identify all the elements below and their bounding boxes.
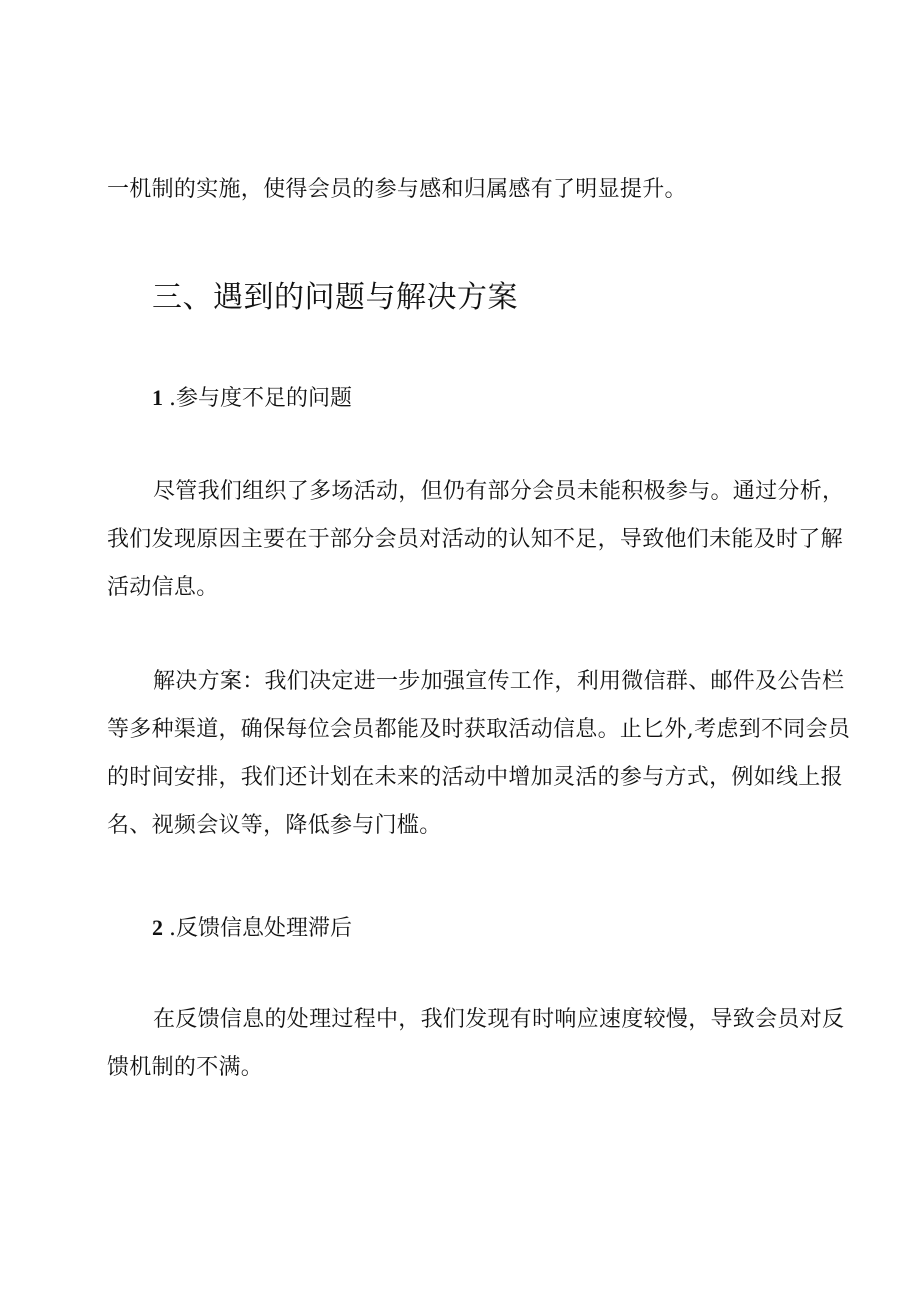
paragraph-line: 馈机制的不满。 bbox=[107, 1055, 264, 1080]
item2-problem-paragraph bbox=[107, 996, 845, 1092]
intro-paragraph bbox=[107, 166, 827, 214]
paragraph-line: 等多种渠道，确保每位会员都能及时获取活动信息。止匕外,考虑到不同会员 bbox=[107, 717, 851, 742]
item2-title: .反馈信息处理滞后 bbox=[169, 916, 352, 941]
paragraph-line: 名、视频会议等，降低参与门槛。 bbox=[107, 813, 442, 838]
item1-solution-paragraph bbox=[107, 658, 851, 850]
paragraph-line: 尽管我们组织了多场活动，但仍有部分会员未能积极参与。通过分析， bbox=[153, 479, 845, 504]
item1-number: 1 bbox=[152, 385, 163, 410]
paragraph-line: 我们发现原因主要在于部分会员对活动的认知不足，导致他们未能及时了解 bbox=[107, 527, 843, 552]
paragraph-line: 解决方案：我们决定进一步加强宣传工作，利用微信群、邮件及公告栏 bbox=[153, 669, 845, 694]
paragraph-line: 的时间安排，我们还计划在未来的活动中增加灵活的参与方式，例如线上报 bbox=[107, 765, 843, 790]
intro-line: 一机制的实施，使得会员的参与感和归属感有了明显提升。 bbox=[107, 177, 687, 202]
item2-heading bbox=[152, 912, 352, 945]
paragraph-line: 在反馈信息的处理过程中，我们发现有时响应速度较慢，导致会员对反 bbox=[153, 1007, 845, 1032]
item1-title: .参与度不足的问题 bbox=[169, 386, 352, 411]
item2-number: 2 bbox=[152, 915, 163, 940]
item1-problem-paragraph bbox=[107, 468, 845, 612]
paragraph-line: 活动信息。 bbox=[107, 575, 219, 600]
section-heading: 三、遇到的问题与解决方案 bbox=[152, 280, 518, 315]
item1-heading bbox=[152, 382, 352, 415]
